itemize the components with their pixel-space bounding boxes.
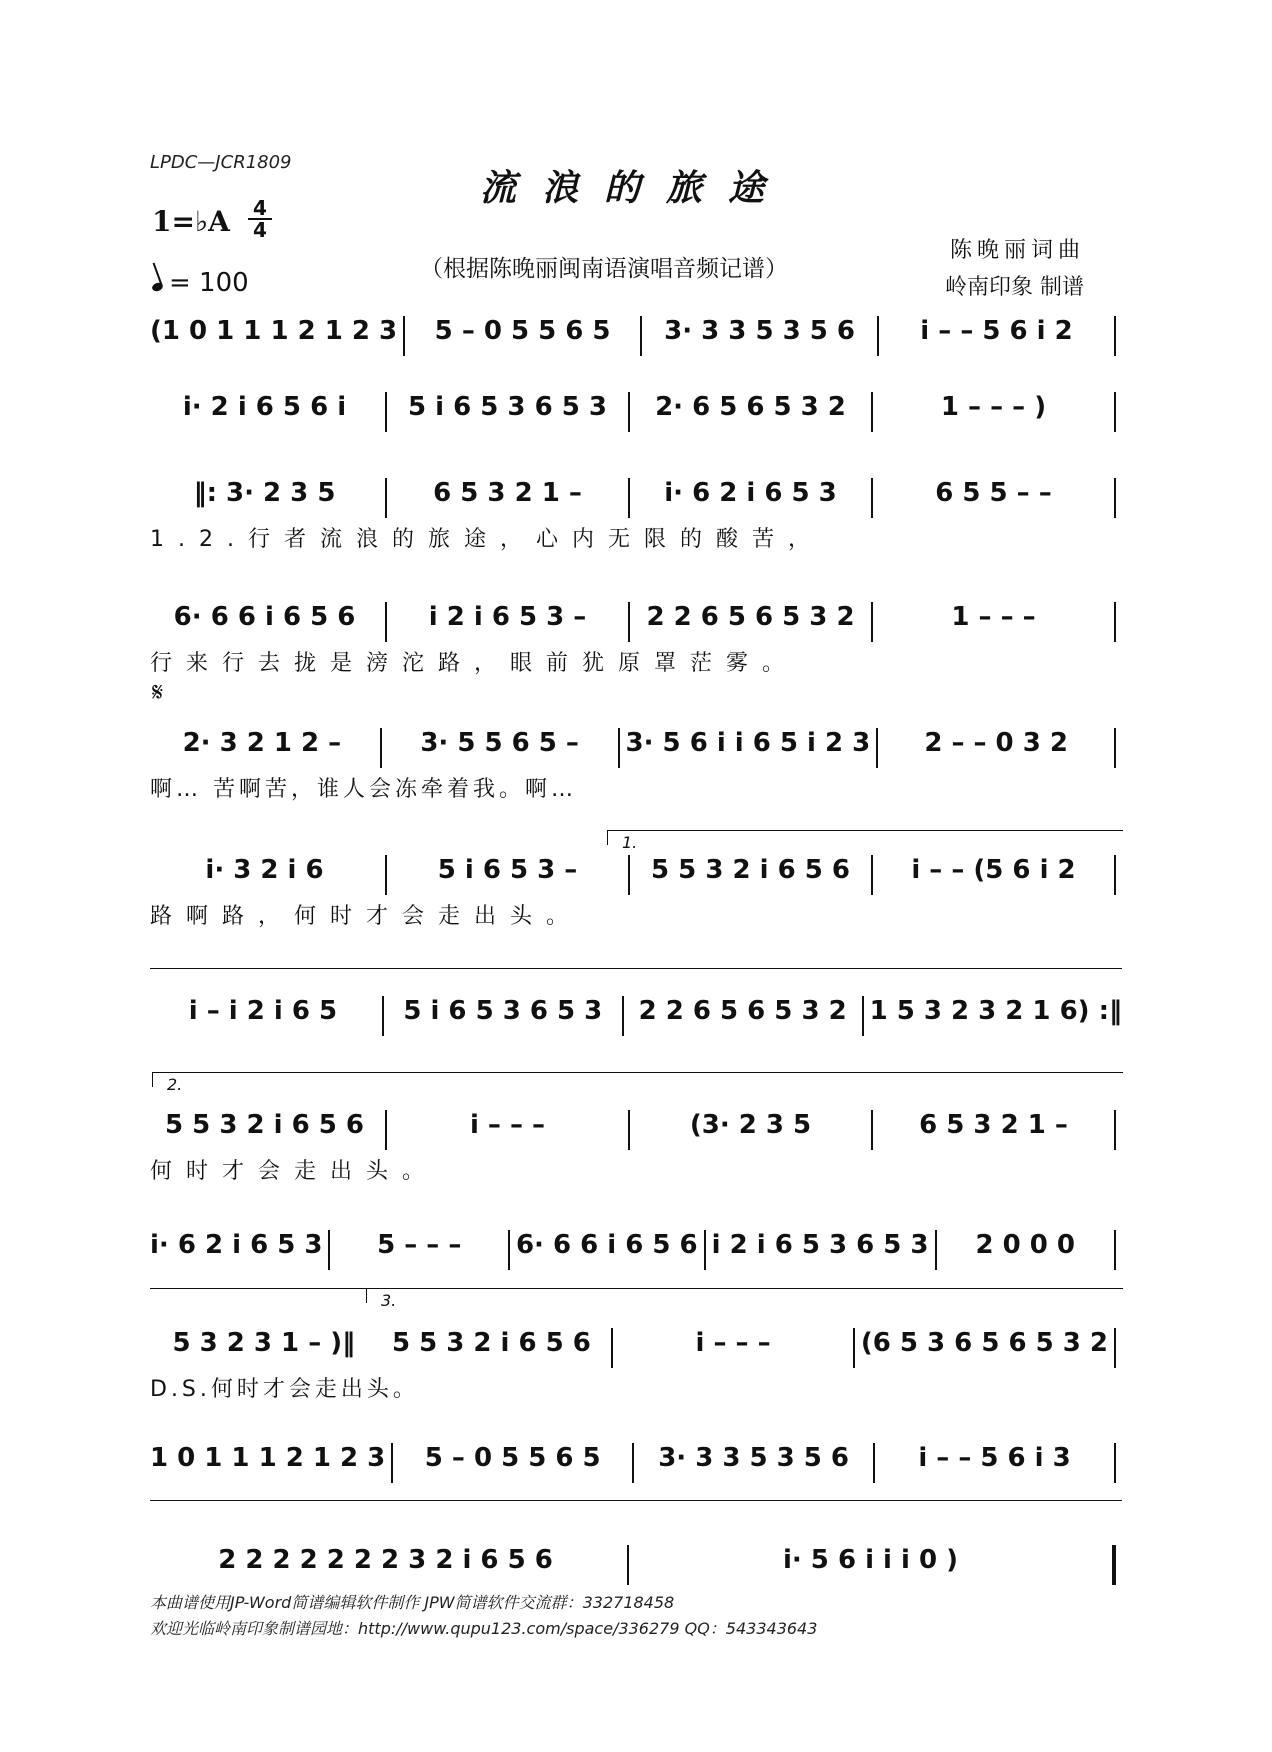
measure: i 2 i 6 5 3 6 5 3 [711,1230,929,1260]
bar-line [403,316,405,356]
bar-line [853,1328,855,1368]
bar-line [871,1110,873,1150]
volta-label-1: 1. [622,833,638,852]
measure: 2· 6 5 6 5 3 2 [655,392,846,422]
bar-line [640,316,642,356]
measure: i – – 5 6 i 3 [918,1443,1071,1473]
measure: 5 5 3 2 i 6 5 6 [165,1110,364,1140]
measure: 1 0 1 1 1 2 1 2 3 [150,1443,386,1473]
notes-line [150,1110,1122,1150]
bar-line [385,478,387,518]
score-row [150,478,1122,552]
notes-line [150,1545,1122,1585]
measure: i· 6 2 i 6 5 3 [664,478,837,508]
measure: 1 – – – [951,602,1036,632]
volta-bracket-1 [607,830,1123,852]
bar-line [628,602,630,642]
bar-line [508,1230,510,1270]
measure: 2· 3 2 1 2 – [182,728,342,758]
notes-line [150,1328,1122,1368]
divider-line [150,1500,1122,1501]
measure: 6 5 5 – – [935,478,1052,508]
lyrics-line: D.S.何时才会走出头。 [150,1377,419,1402]
measure: 5 – 0 5 5 6 5 [424,1443,601,1473]
bar-line [628,478,630,518]
volta-label-2: 2. [167,1075,183,1094]
bar-line [871,602,873,642]
lyrics-line: 行来行去拢是滂沱路，眼前犹原罩茫雾。 [150,651,799,676]
measure: 3· 5 5 6 5 – [420,728,579,758]
segno-sign: 𝄋 [152,678,164,708]
measure: i· 6 2 i 6 5 3 [150,1230,323,1260]
measure: 1 5 3 2 3 2 1 6) :‖ [869,996,1122,1026]
notes-line [150,996,1122,1036]
score-row [150,996,1122,1036]
score-row [150,1443,1122,1483]
bar-line [628,392,630,432]
key-signature: 1=♭A [152,205,230,238]
notes-line [150,316,1122,356]
bar-line [1112,1545,1116,1585]
measure: i – – – [695,1328,771,1358]
score-row [150,392,1122,432]
bar-line [628,1110,630,1150]
tempo-mark [152,268,249,298]
volta-label-3: 3. [381,1291,397,1310]
measure: 2 2 2 2 2 2 2 3 2 i 6 5 6 [218,1545,553,1575]
measure: 5 5 3 2 i 6 5 6 [391,1328,591,1358]
bar-line [628,855,630,895]
measure: 2 0 0 0 [975,1230,1076,1260]
measure: ‖: 3· 2 3 5 [193,478,336,508]
bar-line [935,1230,937,1270]
bar-line [871,478,873,518]
measure: 3· 3 3 5 3 5 6 [658,1443,850,1473]
bar-line [1114,1443,1116,1483]
arranger-credit: 岭南印象 制谱 [945,275,1084,300]
score-row [150,728,1122,802]
bar-line [877,316,879,356]
measure: 5 i 6 5 3 6 5 3 [403,996,603,1026]
measure: i· 3 2 i 6 [205,855,324,885]
lyrics-line: 何时才会走出头。 [150,1159,439,1184]
measure: 3· 5 6 i i 6 5 i 2 3 [625,728,871,758]
notes-line [150,1230,1122,1270]
measure: 5 5 3 2 i 6 5 6 [651,855,850,885]
meter-top: 4 [248,198,272,220]
quarter-note-icon [151,281,164,292]
bar-line [1114,1110,1116,1150]
score-row [150,316,1122,356]
composer-credit: 陈晚丽词曲 [950,238,1086,263]
notes-line [150,392,1122,432]
bar-line [622,996,624,1036]
bar-line [1114,855,1116,895]
measure: i – – 5 6 i 2 [920,316,1073,346]
bar-line [873,1443,875,1483]
bar-line [385,392,387,432]
measure: i· 2 i 6 5 6 i [182,392,347,422]
score-row [150,855,1122,929]
divider-line [150,968,1122,969]
measure: 6 5 3 2 1 – [433,478,582,508]
bar-line [704,1230,706,1270]
subtitle: （根据陈晚丽闽南语演唱音频记谱） [420,256,788,282]
measure: (1 0 1 1 1 2 1 2 3 [150,316,398,346]
bar-line [1114,316,1116,356]
bar-line [871,855,873,895]
bar-line [385,855,387,895]
bar-line [380,728,382,768]
volta-bracket-2 [152,1072,1123,1094]
measure: i – – – [469,1110,546,1140]
bar-line [632,1443,634,1483]
score-row [150,1328,1122,1402]
score-code: LPDC—JCR1809 [150,152,292,173]
measure: 3· 3 3 5 3 5 6 [664,316,855,346]
measure: 5 – – – [377,1230,462,1260]
bar-line [1114,728,1116,768]
score-row [150,1110,1122,1184]
score-row [150,602,1122,676]
bar-line [627,1545,629,1585]
tempo-value: = 100 [169,268,249,298]
measure: 6· 6 6 i 6 5 6 [173,602,356,632]
score-row [150,1230,1122,1270]
bar-line [1114,392,1116,432]
meter-bottom: 4 [253,218,267,242]
bar-line [1114,1328,1116,1368]
bar-line [618,728,620,768]
bar-line [391,1443,393,1483]
measure: i – – (5 6 i 2 [911,855,1076,885]
measure: 6 5 3 2 1 – [919,1110,1068,1140]
notes-line [150,1443,1122,1483]
measure: 1 – – – ) [940,392,1047,422]
measure: (6 5 3 6 5 6 5 3 2 [860,1328,1108,1358]
notes-line [150,728,1122,768]
volta-bracket-3 [366,1288,1123,1310]
notes-line [150,602,1122,642]
bar-line [1114,478,1116,518]
measure: 5 – 0 5 5 6 5 [434,316,611,346]
score-row [150,1545,1122,1585]
notes-line [150,855,1122,895]
lyrics-line: 路啊路，何时才会走出头。 [150,904,583,929]
measure: 6· 6 6 i 6 5 6 [515,1230,698,1260]
bar-line [611,1328,613,1368]
footer-line-2: 欢迎光临岭南印象制谱园地：http://www.qupu123.com/space/336279 QQ：543343643 [150,1619,818,1638]
measure: 2 2 6 5 6 5 3 2 [638,996,847,1026]
notes-line [150,478,1122,518]
bar-line [382,996,384,1036]
bar-line [876,728,878,768]
footer-line-1: 本曲谱使用JP-Word简谱编辑软件制作 JPW简谱软件交流群：332718458 [150,1593,675,1612]
bar-line [862,996,864,1036]
bar-line [871,392,873,432]
time-signature [248,198,272,240]
measure: 5 3 2 3 1 – )‖ [172,1328,356,1358]
lyrics-line: 啊… 苦啊苦，谁人会冻牵着我。啊… [150,777,577,802]
lyrics-line: 1.2.行者流浪的旅途，心内无限的酸苦， [150,527,824,552]
bar-line [385,1110,387,1150]
measure: 2 – – 0 3 2 [924,728,1068,758]
bar-line [328,1230,330,1270]
bar-line [1114,602,1116,642]
measure: 5 i 6 5 3 – [437,855,578,885]
measure: i – i 2 i 6 5 [188,996,338,1026]
bar-line [385,602,387,642]
measure: 5 i 6 5 3 6 5 3 [408,392,607,422]
measure: i· 5 6 i i i 0 ) [782,1545,959,1575]
measure: i 2 i 6 5 3 – [428,602,587,632]
bar-line [1114,1230,1116,1270]
measure: (3· 2 3 5 [689,1110,812,1140]
measure: 2 2 6 5 6 5 3 2 [646,602,855,632]
song-title: 流浪的旅途 [480,167,791,209]
